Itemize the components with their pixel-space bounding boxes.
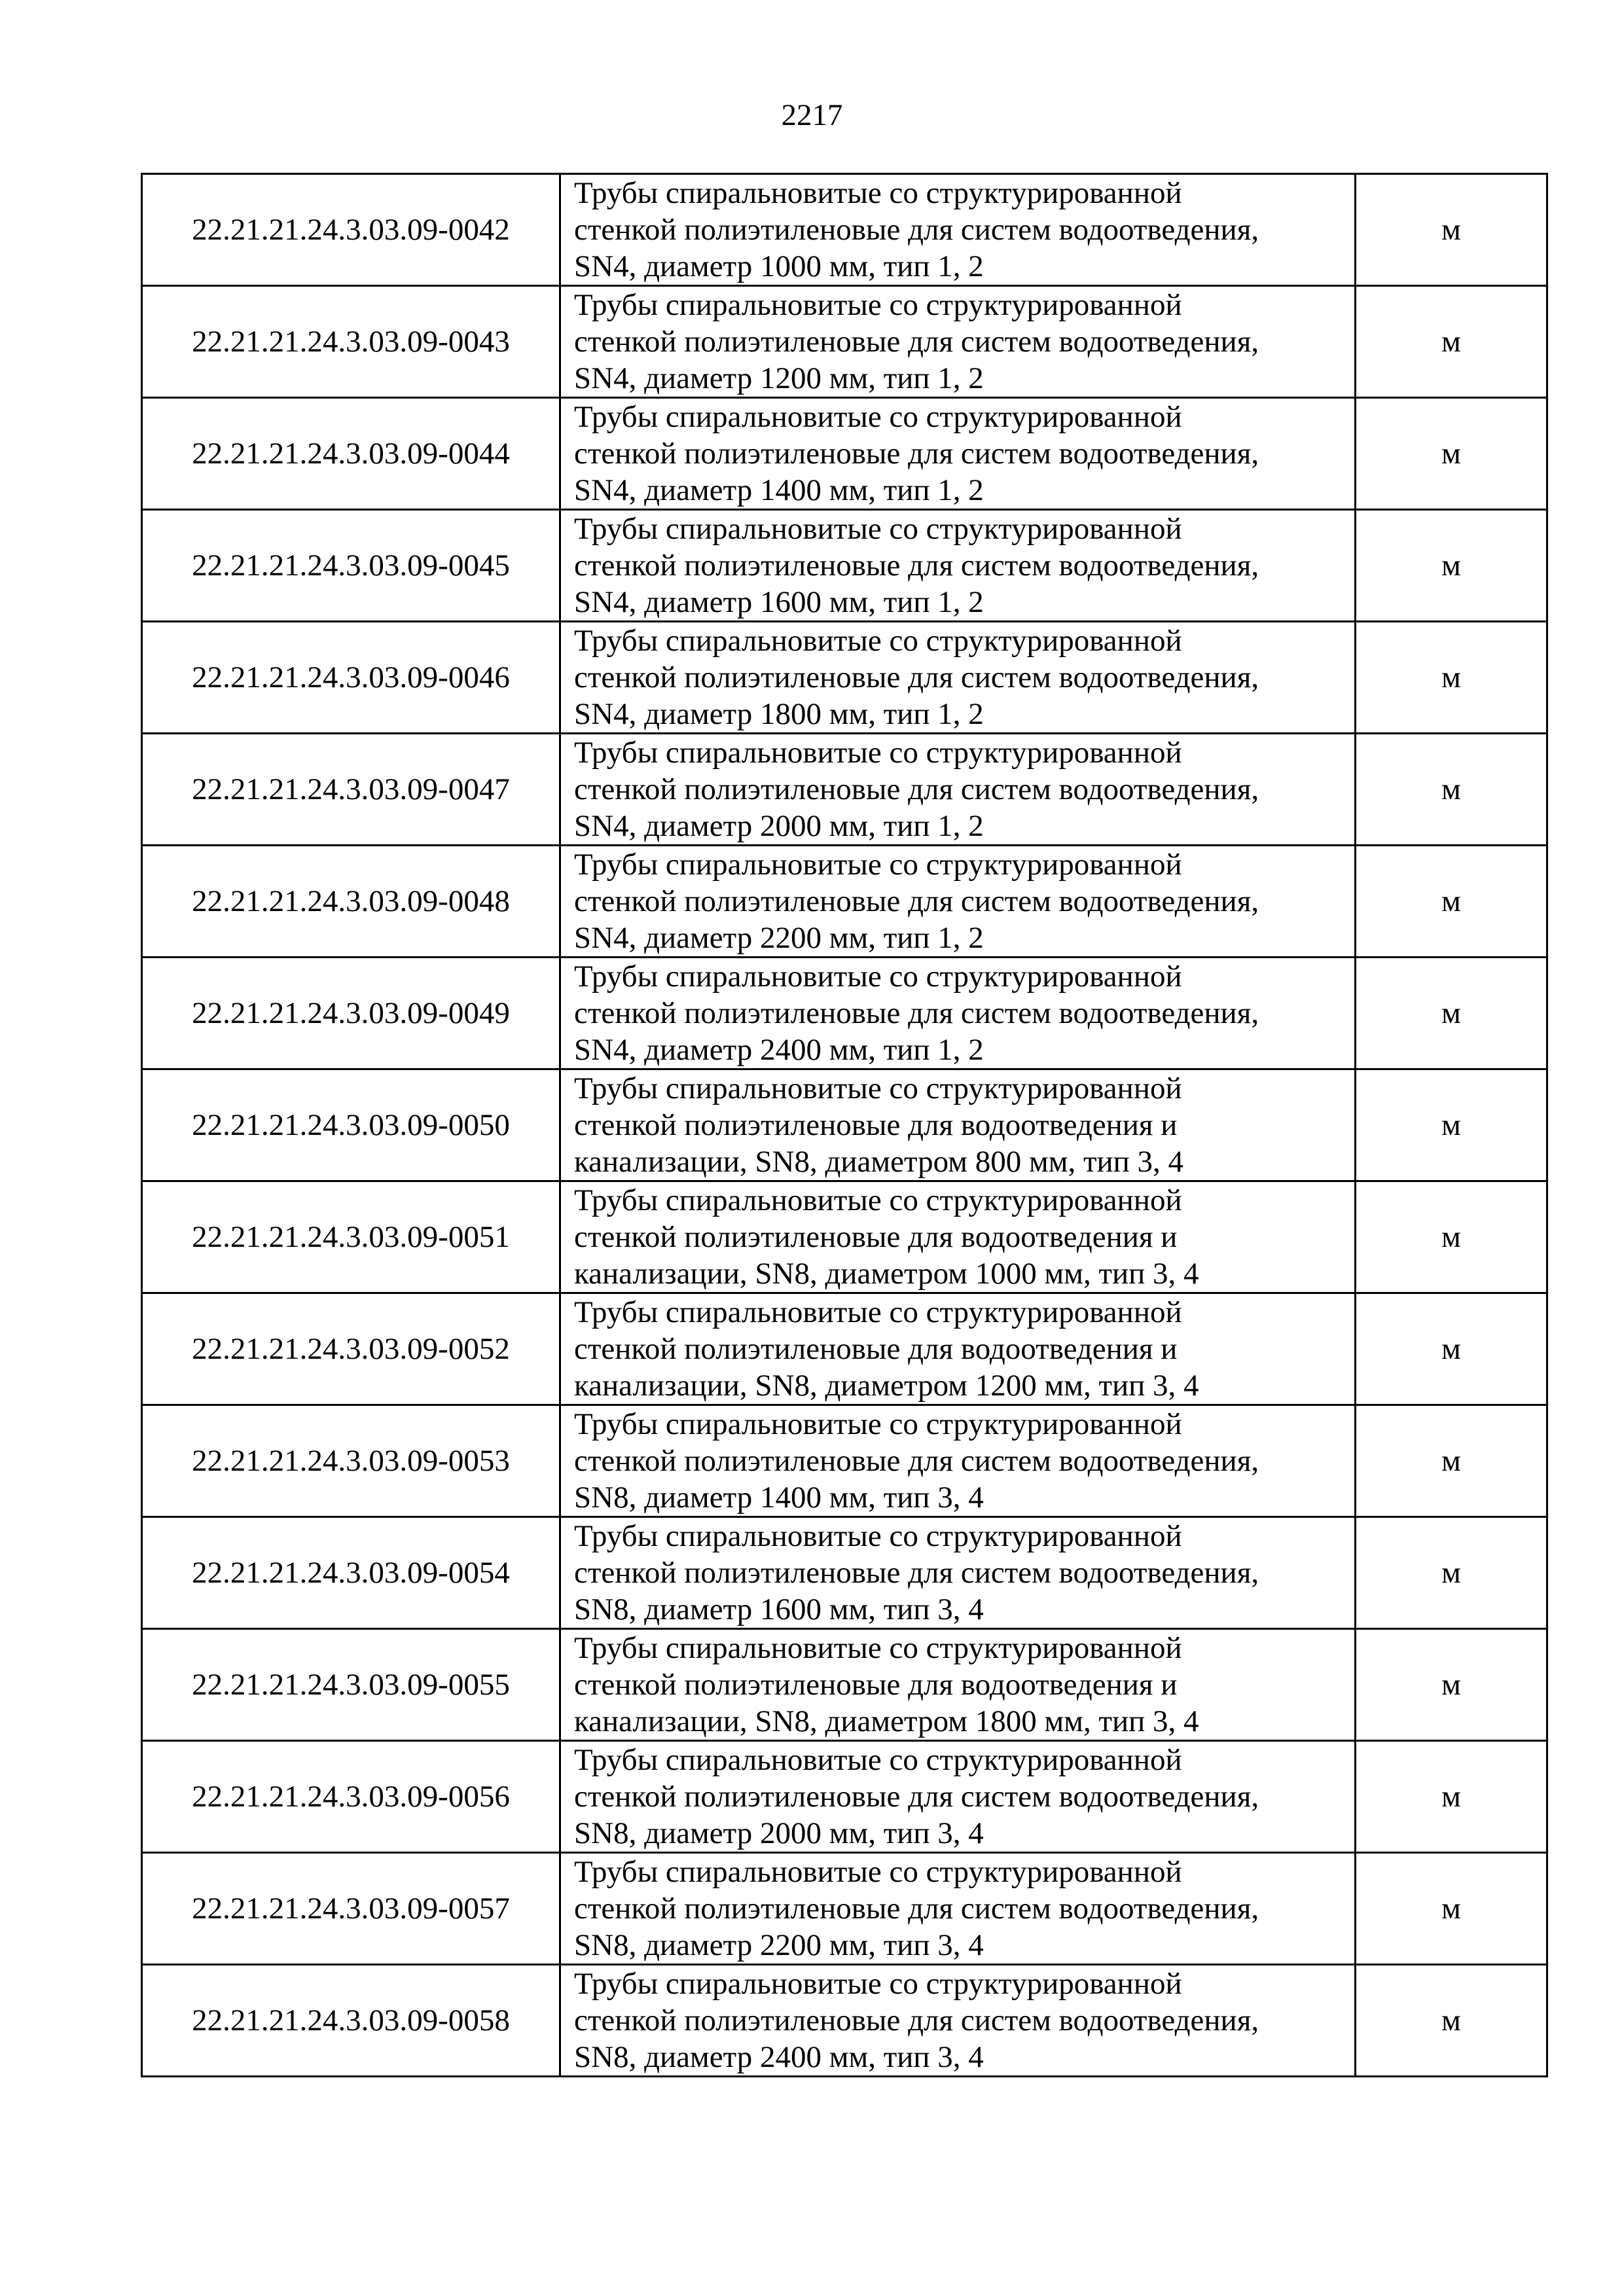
unit-cell: м [1356,734,1547,846]
resource-name-line: SN4, диаметр 1400 мм, тип 1, 2 [574,473,984,507]
table-row [142,1741,1547,1853]
resource-code-cell: 22.21.21.24.3.03.09-0044 [142,398,560,510]
resource-name-line: стенкой полиэтиленовые для водоотведения и [574,1332,1178,1366]
resource-name-line: Трубы спиральновитые со структурированной [574,1295,1182,1329]
table-row [142,1069,1547,1181]
resource-name-line: Трубы спиральновитые со структурированной [574,1967,1182,2001]
resource-name-line: канализации, SN8, диаметром 800 мм, тип 3, 4 [574,1145,1184,1179]
resource-name-line: SN4, диаметр 2200 мм, тип 1, 2 [574,921,984,955]
resource-name-line: Трубы спиральновитые со структурированной [574,1519,1182,1553]
resource-name-cell [560,1853,1356,1965]
table-row [142,1517,1547,1629]
table-row [142,846,1547,958]
resource-name-line: SN4, диаметр 1200 мм, тип 1, 2 [574,361,984,395]
resource-name-cell [560,1965,1356,2077]
table-row [142,1629,1547,1741]
resource-name-line: стенкой полиэтиленовые для систем водоотведения, [574,437,1259,471]
resource-name-line: стенкой полиэтиленовые для систем водоотведения, [574,1444,1259,1478]
resource-name-line: Трубы спиральновитые со структурированной [574,1743,1182,1777]
unit-cell: м [1356,1293,1547,1405]
unit-cell: м [1356,1517,1547,1629]
page-number: 2217 [781,98,843,132]
resource-name-cell [560,622,1356,734]
unit-cell: м [1356,510,1547,622]
unit-cell: м [1356,1405,1547,1517]
resource-name-line: стенкой полиэтиленовые для водоотведения и [574,1108,1178,1142]
resource-name-line: SN4, диаметр 1600 мм, тип 1, 2 [574,585,984,619]
table-row [142,1181,1547,1293]
resource-name-line: SN4, диаметр 2400 мм, тип 1, 2 [574,1033,984,1067]
resource-code-cell: 22.21.21.24.3.03.09-0054 [142,1517,560,1629]
resource-code-cell: 22.21.21.24.3.03.09-0045 [142,510,560,622]
resource-code-cell: 22.21.21.24.3.03.09-0055 [142,1629,560,1741]
resource-name-cell [560,1181,1356,1293]
resource-name-line: стенкой полиэтиленовые для водоотведения и [574,1220,1178,1254]
resource-name-cell [560,1405,1356,1517]
resource-name-cell [560,846,1356,958]
resource-name-line: Трубы спиральновитые со структурированной [574,1071,1182,1105]
resource-name-line: SN8, диаметр 2200 мм, тип 3, 4 [574,1928,984,1962]
resource-name-line: стенкой полиэтиленовые для систем водоотведения, [574,1556,1259,1590]
resource-name-line: Трубы спиральновитые со структурированной [574,736,1182,770]
unit-cell: м [1356,622,1547,734]
resource-name-line: Трубы спиральновитые со структурированной [574,960,1182,994]
table-row [142,1965,1547,2077]
resource-name-line: стенкой полиэтиленовые для систем водоотведения, [574,884,1259,918]
resource-name-line: стенкой полиэтиленовые для систем водоотведения, [574,213,1259,247]
resource-code-cell: 22.21.21.24.3.03.09-0058 [142,1965,560,2077]
catalog-table [141,173,1548,2077]
unit-cell: м [1356,1069,1547,1181]
resource-code-cell: 22.21.21.24.3.03.09-0052 [142,1293,560,1405]
resource-name-line: Трубы спиральновитые со структурированной [574,1631,1182,1665]
resource-name-cell [560,510,1356,622]
resource-name-cell [560,1293,1356,1405]
resource-name-cell [560,1741,1356,1853]
resource-name-cell [560,1069,1356,1181]
resource-name-line: SN8, диаметр 1400 мм, тип 3, 4 [574,1480,984,1515]
table-row [142,734,1547,846]
resource-name-line: Трубы спиральновитые со структурированной [574,848,1182,882]
resource-name-line: канализации, SN8, диаметром 1800 мм, тип 3, 4 [574,1704,1199,1738]
table-row [142,510,1547,622]
table-row [142,286,1547,398]
resource-name-line: Трубы спиральновитые со структурированной [574,400,1182,434]
unit-cell: м [1356,846,1547,958]
unit-cell: м [1356,1965,1547,2077]
resource-code-cell: 22.21.21.24.3.03.09-0046 [142,622,560,734]
unit-cell: м [1356,1853,1547,1965]
unit-cell: м [1356,1629,1547,1741]
resource-name-line: стенкой полиэтиленовые для систем водоотведения, [574,660,1259,694]
resource-code-cell: 22.21.21.24.3.03.09-0043 [142,286,560,398]
resource-name-line: SN4, диаметр 1000 мм, тип 1, 2 [574,249,984,283]
resource-name-line: Трубы спиральновитые со структурированной [574,1183,1182,1217]
catalog-table-body [142,174,1547,2077]
resource-name-line: SN8, диаметр 1600 мм, тип 3, 4 [574,1592,984,1626]
resource-code-cell: 22.21.21.24.3.03.09-0050 [142,1069,560,1181]
unit-cell: м [1356,174,1547,286]
resource-name-line: SN4, диаметр 1800 мм, тип 1, 2 [574,697,984,731]
resource-code-cell: 22.21.21.24.3.03.09-0047 [142,734,560,846]
table-row [142,1405,1547,1517]
resource-code-cell: 22.21.21.24.3.03.09-0048 [142,846,560,958]
table-row [142,958,1547,1069]
resource-name-line: канализации, SN8, диаметром 1000 мм, тип 3, 4 [574,1257,1199,1291]
resource-name-line: SN4, диаметр 2000 мм, тип 1, 2 [574,809,984,843]
resource-code-cell: 22.21.21.24.3.03.09-0056 [142,1741,560,1853]
resource-name-line: Трубы спиральновитые со структурированной [574,288,1182,322]
resource-name-cell [560,398,1356,510]
table-row [142,398,1547,510]
resource-name-line: стенкой полиэтиленовые для систем водоотведения, [574,548,1259,583]
unit-cell: м [1356,286,1547,398]
resource-name-cell [560,1629,1356,1741]
resource-name-line: стенкой полиэтиленовые для систем водоотведения, [574,1780,1259,1814]
resource-name-line: Трубы спиральновитые со структурированной [574,176,1182,210]
unit-cell: м [1356,1181,1547,1293]
resource-code-cell: 22.21.21.24.3.03.09-0049 [142,958,560,1069]
resource-name-line: стенкой полиэтиленовые для систем водоотведения, [574,996,1259,1030]
resource-name-line: стенкой полиэтиленовые для водоотведения и [574,1668,1178,1702]
resource-code-cell: 22.21.21.24.3.03.09-0051 [142,1181,560,1293]
resource-code-cell: 22.21.21.24.3.03.09-0057 [142,1853,560,1965]
resource-code-cell: 22.21.21.24.3.03.09-0053 [142,1405,560,1517]
resource-name-cell [560,958,1356,1069]
resource-code-cell: 22.21.21.24.3.03.09-0042 [142,174,560,286]
resource-name-line: Трубы спиральновитые со структурированной [574,624,1182,658]
resource-name-line: стенкой полиэтиленовые для систем водоотведения, [574,2003,1259,2037]
table-row [142,622,1547,734]
table-row [142,174,1547,286]
unit-cell: м [1356,958,1547,1069]
resource-name-cell [560,174,1356,286]
resource-name-line: Трубы спиральновитые со структурированной [574,1855,1182,1889]
resource-name-line: стенкой полиэтиленовые для систем водоотведения, [574,325,1259,359]
resource-name-line: канализации, SN8, диаметром 1200 мм, тип 3, 4 [574,1369,1199,1403]
resource-name-line: Трубы спиральновитые со структурированной [574,1407,1182,1441]
unit-cell: м [1356,1741,1547,1853]
resource-name-line: SN8, диаметр 2400 мм, тип 3, 4 [574,2040,984,2074]
resource-name-cell [560,1517,1356,1629]
resource-name-line: стенкой полиэтиленовые для систем водоотведения, [574,772,1259,806]
table-row [142,1293,1547,1405]
resource-name-cell [560,286,1356,398]
resource-name-cell [560,734,1356,846]
resource-name-line: SN8, диаметр 2000 мм, тип 3, 4 [574,1816,984,1850]
resource-name-line: Трубы спиральновитые со структурированной [574,512,1182,546]
resource-name-line: стенкой полиэтиленовые для систем водоотведения, [574,1892,1259,1926]
table-row [142,1853,1547,1965]
unit-cell: м [1356,398,1547,510]
